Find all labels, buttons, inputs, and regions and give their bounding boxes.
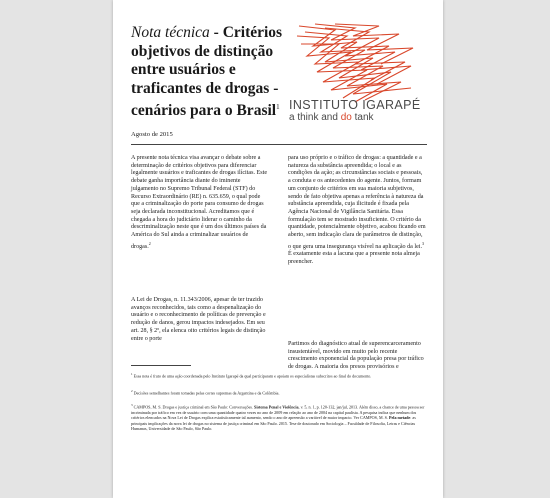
footnote-text: : as principais implicações da nova lei de drogas no sistema de justiça criminal em São Paulo. 2015. Tese de doutorado em Sociologia – Faculdade de Filosofia, Letras e Ciências Humanas, Universidade de São Paulo, São Paulo. [131,415,416,431]
footnote-number: 2 [131,389,133,393]
title-text: - Critérios objetivos de distinção entre usuários e traficantes de drogas - cenários para o Brasil [131,24,283,120]
paragraph-text-tail: É exatamente esta a lacuna que a presente nota almeja preencher. [288,251,420,266]
paragraph-text: A Lei de Drogas, n. 11.343/2006, apesar de ter trazido avanços reconhecidos, tais como a despenalização do usuário e o reconhecimento de políticas de prevenção e redução de danos, gerou impactos indesejados. Em seu art. 28, § 2º, ela elenca oito critérios legais de distinção entre o porte [131,297,266,342]
paragraph-text: A presente nota técnica visa avançar o debate sobre a determinação de critérios objetivos para diferenciar legalmente usuários e traficantes de drogas ilícitas. Este debate ganha importância diante do iminente julgamento no Supremo Tribunal Federal (STF) do Recurso Extraordinário (RE) n. 635.659, o qual pode que a criminalização do porte para consumo de drogas seja declarada inconstitucional. Acreditamos que é chegada a hora do judiciário liderar o caminho da descriminalização neste que é um dos últimos países da América do Sul ainda a criminalizar usuários de drogas. [131,155,268,250]
footnote-text: , v. 5, n. 1, p. 120-132, jan/jul, 2013. Além disso, a chance de uma pessoa ser incriminada por tráfico em vez de usuário com uma quantidade quatro vezes no ano de 2009 em relação ao ano de 2004 na capital paulista. A pesquisa indica que nenhum dos critérios elencados na Nova Lei de Drogas explica estatisticamente tal aumento, sendo o ano de apreensão a variável de maior impacto. Ver CAMPOS, M. S. [131,404,425,421]
document-title [131,24,301,121]
paragraph-text: para uso próprio e o tráfico de drogas: a quantidade e a natureza da substância apreendida; o local e as condições da ação; as circunstâncias sociais e pessoais, a conduta e os antecedentes do agente. Juntos, formam um conjunto de critérios em sua maioria subjetivos, sendo de fato objetiva apenas a referência à natureza da substância apreendida, cuja ilicitude é fixada pela Agência Nacional de Vigilância Sanitária. Essa formulação tem se mostrado insuficiente. O critério da quantidade, potencialmente objetivo, acabou ficando em aberto, sem indicação clara de parâmetros de distinção, o que gera uma insegurança visível na aplicação da lei. [288,155,426,250]
footnote-3 [131,403,427,431]
footnote-text: Essa nota é fruto de uma ação coordenada pelo Instituto Igarapé da qual participaram e apoiam os especialistas subscritos ao final do documento. [133,373,372,379]
footnote-text: Decisões semelhantes foram tomadas pelas cortes supremas da Argentina e da Colômbia. [133,390,280,396]
igarape-logo-icon [295,22,415,104]
footnote-thesis-title: Pela metade [388,415,411,421]
footnote-mark: 3 [422,240,425,246]
title-footnote-mark: 1 [276,103,280,111]
footnote-number: 3 [131,403,133,407]
column-left-paragraph-1 [131,155,269,251]
tagline-end: tank [351,112,374,123]
paragraph-text: Partimos do diagnóstico atual de superencarceramento insustentável, movido em muito pelo recente crescimento exponencial da população presa por tráfico de drogas. A maioria dos presos provisórios e [288,341,424,371]
organization-brand [289,98,429,124]
tagline-start: a think and [289,112,341,123]
footnote-1 [131,372,427,379]
organization-tagline [289,112,429,124]
footnote-number: 1 [131,372,133,376]
header-divider [131,144,427,145]
footnote-mark: 2 [148,240,151,246]
organization-name: INSTITUTO IGARAPÉ [289,98,421,112]
column-right-paragraph-2 [288,341,426,372]
document-page [113,0,443,498]
footnote-text: CAMPOS, M. S. Drogas e justiça criminal em São Paulo: Conversações. [133,404,255,410]
footnote-journal: Sistema Penal e Violência [254,404,299,410]
tagline-highlight: do [340,112,352,123]
title-italic: Nota técnica [131,24,210,41]
column-left-paragraph-2 [131,297,269,343]
footnote-divider [131,365,191,366]
footnote-2 [131,389,427,396]
column-right-paragraph-1 [288,155,426,267]
document-date: Agosto de 2015 [131,131,173,138]
